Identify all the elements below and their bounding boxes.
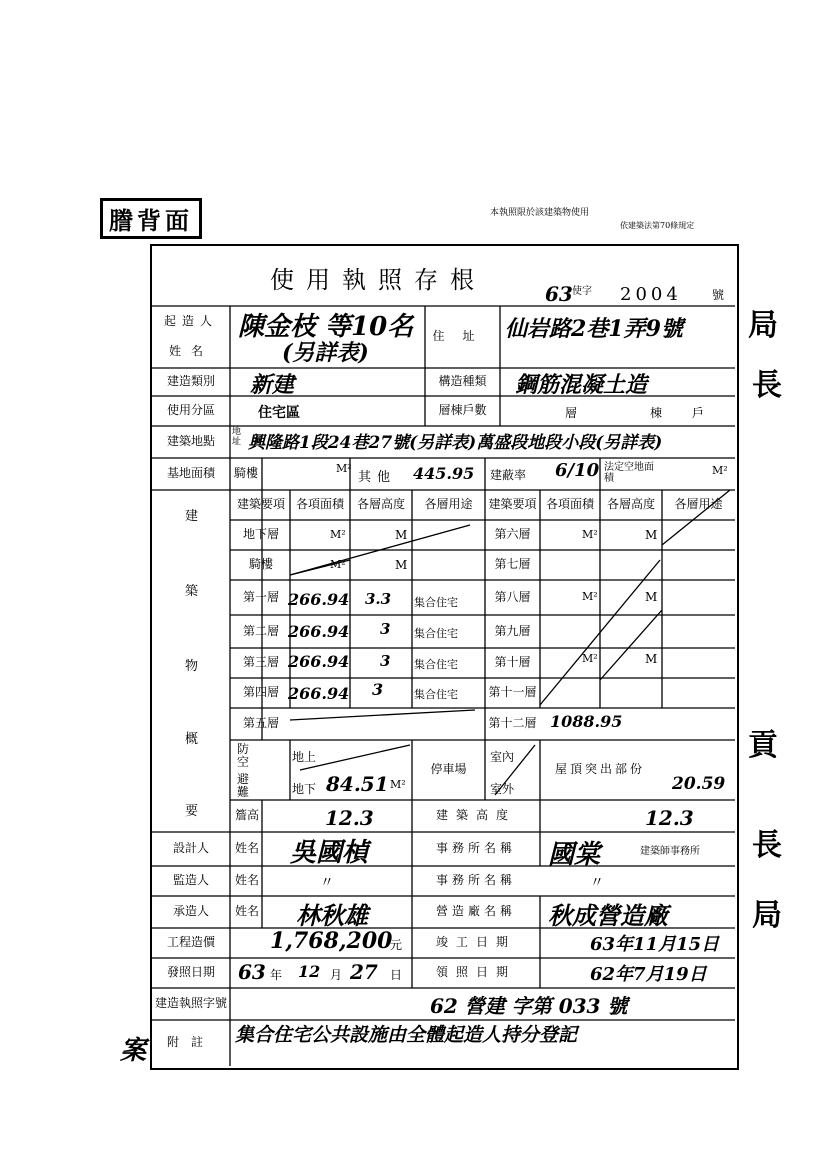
owner-note: (另詳表) [282, 340, 369, 366]
right-side-char-1: 局 [748, 308, 778, 343]
area-header-left: 各項面積 [295, 497, 344, 512]
parking-outdoor-label: 室外 [490, 782, 515, 796]
shelter-below-area: 84.51 [326, 772, 389, 796]
contractor-name-label: 姓名 [234, 904, 259, 919]
structure-type: 鋼筋混凝土造 [515, 372, 648, 398]
floors-units-label: 層棟戶數 [438, 403, 487, 418]
build-type: 新建 [250, 372, 295, 398]
cost-value: 1,768,200 [270, 928, 393, 954]
unit-6-area: M² [582, 528, 598, 541]
contractor-name: 林秋雄 [296, 901, 368, 930]
site-area-label: 基地面積 [166, 466, 215, 481]
unit-8-area: M² [582, 590, 598, 603]
form-number: 2004 [620, 284, 682, 305]
header-note: 本執照限於該建築物使用 [490, 208, 590, 218]
unit-a-height: M [395, 558, 408, 572]
designer-label: 設計人 [172, 841, 209, 856]
designer-name: 吳國楨 [290, 838, 369, 868]
unit-b-height: M [395, 528, 408, 542]
completion-label: 竣工日期 [435, 935, 516, 950]
legal-open-unit: M² [712, 464, 728, 477]
form-title: 使用執照存根 [270, 266, 486, 294]
floor10-label: 第十層 [494, 655, 531, 670]
designer-office-note: 建築師事務所 [640, 846, 700, 857]
supervisor-office-label: 事務所名稱 [435, 873, 516, 888]
shelter-above-label: 地上 [292, 750, 317, 764]
floor2-area: 266.94 [288, 622, 350, 641]
contractor-firm-label: 營造廠名稱 [435, 904, 516, 919]
total-area: 1088.95 [550, 712, 623, 731]
arcade-unit: M² [336, 462, 352, 475]
unit-a-area: M² [330, 558, 346, 571]
issue-year-unit: 年 [270, 968, 283, 982]
contractor-firm: 秋成營造廠 [548, 901, 668, 930]
margin-char: 案 [120, 1036, 147, 1066]
zoning-value: 住宅區 [258, 405, 300, 421]
floor12-label: 第十二層 [488, 716, 537, 731]
floor9-label: 第九層 [494, 623, 531, 638]
roof-area: 20.59 [672, 774, 726, 794]
owner-name: 陳金枝 等10名 [238, 312, 414, 342]
structure-type-label: 構造種類 [438, 374, 487, 389]
household-word: 戶 [692, 406, 705, 420]
roof-label: 屋頂突出部份 [554, 762, 645, 777]
parking-indoor-label: 室內 [490, 750, 515, 764]
floor2-label: 第二層 [242, 623, 279, 638]
back-stamp: 謄背面 [100, 198, 202, 239]
use-header-left: 各層用途 [424, 497, 473, 512]
floor11-label: 第十一層 [488, 685, 537, 700]
parking-label: 停車場 [430, 762, 467, 777]
floor5-label: 第五層 [242, 716, 279, 731]
height-header-left: 各層高度 [356, 497, 405, 512]
permit-no: 62 營建 字第 033 號 [430, 994, 628, 1018]
contractor-label: 承造人 [172, 904, 209, 919]
items-header-right: 建築要項 [488, 497, 537, 512]
summary-char-2: 築 [185, 584, 199, 599]
building-height-label: 建築高度 [435, 808, 516, 823]
unit-10-area: M² [582, 652, 598, 665]
floor3-height: 3 [380, 652, 391, 670]
right-note: 依建築法第70條規定 [620, 221, 695, 230]
supervisor-office: 〃 [590, 875, 604, 891]
shelter-label-2: 避難 [236, 771, 257, 799]
right-side-char-5: 長 [752, 828, 782, 863]
floor4-label: 第四層 [242, 685, 279, 700]
coverage-label: 建蔽率 [490, 468, 527, 482]
building-height: 12.3 [645, 806, 694, 830]
supervisor-label: 監造人 [172, 873, 209, 888]
items-header-left: 建築要項 [236, 497, 285, 512]
floor3-area: 266.94 [288, 652, 350, 671]
use-header-right: 各層用途 [674, 497, 723, 512]
floor3-label: 第三層 [242, 655, 279, 670]
shelter-below-label: 地下 [292, 782, 317, 796]
other-label: 其他 [358, 470, 397, 485]
floor8-label: 第八層 [494, 589, 531, 604]
building-word: 棟 [650, 406, 663, 420]
legal-open-label: 法定空地面積 [604, 462, 654, 484]
owner-address: 仙岩路2巷1弄9號 [505, 316, 683, 342]
unit-8-height: M [645, 590, 658, 604]
designer-office: 國棠 [548, 840, 601, 870]
eave-height-label: 簷高 [234, 808, 259, 823]
cost-label: 工程造價 [166, 935, 215, 950]
issue-day-unit: 日 [390, 968, 403, 982]
unit-6-height: M [645, 528, 658, 542]
unit-b-area: M² [330, 528, 346, 541]
summary-char-1: 建 [185, 509, 199, 524]
cost-unit: 元 [390, 938, 403, 952]
number-suffix: 號 [712, 288, 725, 302]
issue-date-label: 發照日期 [166, 965, 215, 980]
issue-year: 63 [238, 960, 266, 984]
number-word: 使字 [572, 286, 592, 297]
other-area: 445.95 [413, 464, 475, 483]
location-label: 建築地點 [166, 434, 215, 449]
height-header-right: 各層高度 [606, 497, 655, 512]
unit-10-height: M [645, 652, 658, 666]
notes-value: 集合住宅公共設施由全體起造人持分登記 [235, 1024, 578, 1046]
right-side-char-3: 貢 [748, 728, 778, 763]
build-type-label: 建造類別 [166, 374, 215, 389]
floor2-height: 3 [380, 620, 391, 638]
zoning-label: 使用分區 [166, 403, 215, 418]
floor3-use: 集合住宅 [414, 658, 458, 671]
number-prefix: 63 [545, 282, 573, 306]
shelter-below-unit: M² [390, 778, 406, 791]
notes-label: 附註 [166, 1035, 215, 1050]
floor7-label: 第七層 [494, 557, 531, 572]
supervisor-name-label: 姓名 [234, 873, 259, 888]
floor-word: 層 [565, 406, 578, 420]
receive-date-label: 領照日期 [435, 965, 516, 980]
designer-office-label: 事務所名稱 [435, 841, 516, 856]
arcade-row-label: 騎樓 [248, 557, 273, 572]
basement-label: 地下層 [242, 527, 279, 542]
issue-month: 12 [298, 962, 321, 981]
permit-no-label: 建造執照字號 [154, 996, 227, 1011]
owner-label: 起造人 [163, 314, 218, 329]
designer-name-label: 姓名 [234, 841, 259, 856]
issue-month-unit: 月 [330, 968, 343, 982]
area-header-right: 各項面積 [545, 497, 594, 512]
floor1-label: 第一層 [242, 589, 279, 604]
right-side-char-2: 長 [752, 368, 782, 403]
receive-date: 62年7月19日 [590, 964, 707, 985]
location-value: 興隆路1段24巷27號(另詳表)萬盛段地段小段(另詳表) [248, 433, 663, 453]
completion-date: 63年11月15日 [590, 934, 720, 955]
summary-char-3: 物 [185, 659, 199, 674]
issue-day: 27 [350, 960, 378, 984]
coverage: 6/10 [555, 460, 600, 481]
floor1-area: 266.94 [288, 590, 350, 609]
floor1-height: 3.3 [365, 590, 392, 608]
floor6-label: 第六層 [494, 527, 531, 542]
floor4-use: 集合住宅 [414, 688, 458, 701]
floor1-use: 集合住宅 [414, 596, 458, 609]
address-label: 住址 [432, 329, 493, 344]
eave-height: 12.3 [325, 806, 374, 830]
summary-char-5: 要 [185, 804, 199, 819]
floor4-height: 3 [372, 680, 384, 699]
right-side-char-4: 局 [752, 898, 782, 933]
arcade-label: 騎樓 [233, 466, 258, 481]
summary-char-4: 概 [185, 732, 199, 747]
supervisor-name: 〃 [320, 875, 334, 891]
shelter-label-1: 防空 [236, 741, 257, 769]
floor4-area: 266.94 [288, 684, 350, 703]
floor2-use: 集合住宅 [414, 627, 458, 640]
owner-name-label: 姓名 [168, 344, 213, 359]
location-sub-label: 地址 [232, 427, 242, 447]
